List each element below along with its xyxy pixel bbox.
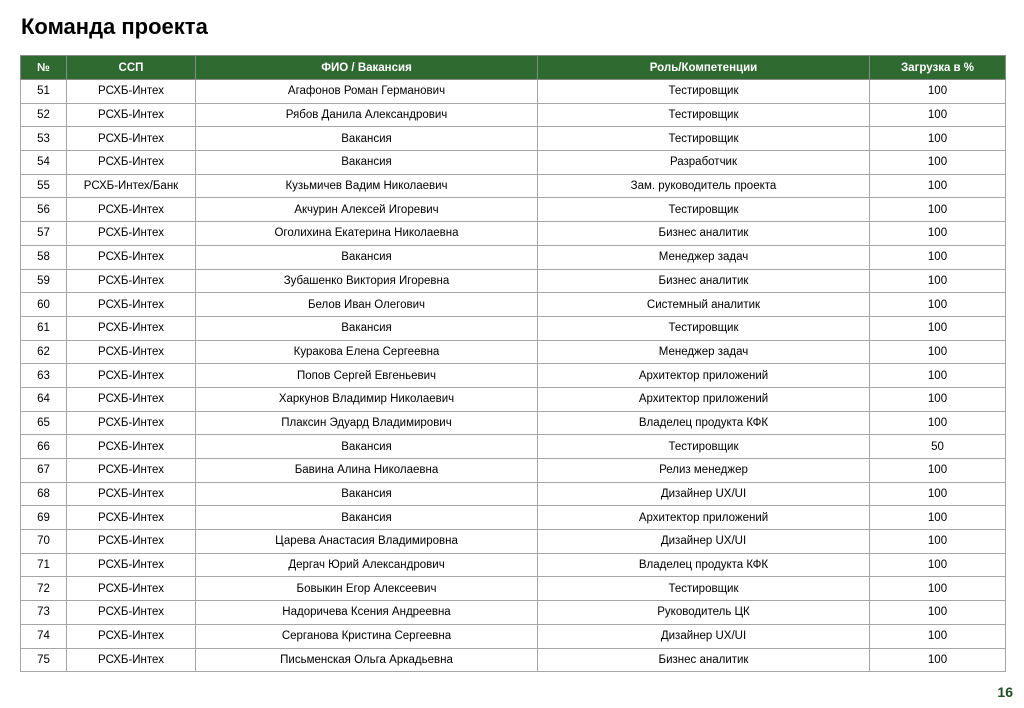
cell-name: Белов Иван Олегович <box>196 293 538 317</box>
cell-role: Архитектор приложений <box>538 364 870 388</box>
cell-name: Вакансия <box>196 506 538 530</box>
cell-role: Разработчик <box>538 151 870 175</box>
column-header-ssp: ССП <box>67 56 196 80</box>
cell-role: Тестировщик <box>538 103 870 127</box>
cell-role: Тестировщик <box>538 435 870 459</box>
cell-role: Владелец продукта КФК <box>538 411 870 435</box>
cell-ssp: РСХБ-Интех <box>67 151 196 175</box>
cell-load: 100 <box>870 387 1006 411</box>
table-body <box>21 80 1006 672</box>
table-row <box>21 411 1006 435</box>
cell-name: Вакансия <box>196 435 538 459</box>
cell-role: Менеджер задач <box>538 340 870 364</box>
cell-ssp: РСХБ-Интех <box>67 553 196 577</box>
table-row <box>21 80 1006 104</box>
table-row <box>21 530 1006 554</box>
cell-ssp: РСХБ-Интех <box>67 293 196 317</box>
cell-load: 100 <box>870 506 1006 530</box>
table-row <box>21 198 1006 222</box>
table-row <box>21 245 1006 269</box>
cell-ssp: РСХБ-Интех <box>67 245 196 269</box>
cell-number: 70 <box>21 530 67 554</box>
cell-number: 66 <box>21 435 67 459</box>
table-row <box>21 459 1006 483</box>
cell-ssp: РСХБ-Интех <box>67 411 196 435</box>
page-title: Команда проекта <box>21 14 208 39</box>
cell-number: 51 <box>21 80 67 104</box>
cell-load: 100 <box>870 553 1006 577</box>
cell-number: 65 <box>21 411 67 435</box>
cell-name: Попов Сергей Евгеньевич <box>196 364 538 388</box>
cell-name: Вакансия <box>196 151 538 175</box>
cell-ssp: РСХБ-Интех <box>67 316 196 340</box>
cell-name: Зубашенко Виктория Игоревна <box>196 269 538 293</box>
cell-name: Акчурин Алексей Игоревич <box>196 198 538 222</box>
cell-name: Харкунов Владимир Николаевич <box>196 387 538 411</box>
page-number: 16 <box>997 684 1013 700</box>
table-row <box>21 435 1006 459</box>
cell-ssp: РСХБ-Интех <box>67 624 196 648</box>
cell-number: 61 <box>21 316 67 340</box>
cell-ssp: РСХБ-Интех <box>67 364 196 388</box>
cell-load: 100 <box>870 293 1006 317</box>
cell-role: Руководитель ЦК <box>538 601 870 625</box>
team-table <box>20 55 1006 672</box>
cell-number: 57 <box>21 222 67 246</box>
cell-role: Дизайнер UX/UI <box>538 482 870 506</box>
cell-ssp: РСХБ-Интех <box>67 435 196 459</box>
cell-load: 100 <box>870 198 1006 222</box>
cell-number: 69 <box>21 506 67 530</box>
cell-role: Бизнес аналитик <box>538 648 870 672</box>
cell-role: Системный аналитик <box>538 293 870 317</box>
cell-ssp: РСХБ-Интех <box>67 387 196 411</box>
cell-ssp: РСХБ-Интех <box>67 601 196 625</box>
table-row <box>21 506 1006 530</box>
column-header-number: № <box>21 56 67 80</box>
cell-load: 100 <box>870 411 1006 435</box>
table-row <box>21 127 1006 151</box>
cell-role: Дизайнер UX/UI <box>538 624 870 648</box>
cell-role: Тестировщик <box>538 198 870 222</box>
cell-role: Менеджер задач <box>538 245 870 269</box>
cell-number: 53 <box>21 127 67 151</box>
cell-number: 62 <box>21 340 67 364</box>
cell-load: 100 <box>870 316 1006 340</box>
cell-role: Тестировщик <box>538 316 870 340</box>
cell-ssp: РСХБ-Интех <box>67 577 196 601</box>
table-row <box>21 103 1006 127</box>
column-header-load: Загрузка в % <box>870 56 1006 80</box>
table-row <box>21 174 1006 198</box>
cell-load: 100 <box>870 648 1006 672</box>
cell-number: 60 <box>21 293 67 317</box>
cell-load: 100 <box>870 151 1006 175</box>
table-row <box>21 553 1006 577</box>
column-header-name: ФИО / Вакансия <box>196 56 538 80</box>
table-header-row <box>21 56 1006 80</box>
cell-ssp: РСХБ-Интех <box>67 459 196 483</box>
cell-load: 100 <box>870 459 1006 483</box>
cell-number: 63 <box>21 364 67 388</box>
cell-name: Письменская Ольга Аркадьевна <box>196 648 538 672</box>
cell-role: Дизайнер UX/UI <box>538 530 870 554</box>
cell-name: Куракова Елена Сергеевна <box>196 340 538 364</box>
cell-name: Кузьмичев Вадим Николаевич <box>196 174 538 198</box>
cell-ssp: РСХБ-Интех/Банк <box>67 174 196 198</box>
cell-ssp: РСХБ-Интех <box>67 482 196 506</box>
cell-ssp: РСХБ-Интех <box>67 103 196 127</box>
cell-role: Архитектор приложений <box>538 506 870 530</box>
cell-number: 72 <box>21 577 67 601</box>
cell-number: 59 <box>21 269 67 293</box>
table-row <box>21 316 1006 340</box>
cell-role: Релиз менеджер <box>538 459 870 483</box>
cell-role: Владелец продукта КФК <box>538 553 870 577</box>
cell-role: Архитектор приложений <box>538 387 870 411</box>
cell-ssp: РСХБ-Интех <box>67 198 196 222</box>
cell-load: 100 <box>870 174 1006 198</box>
column-header-role: Роль/Компетенции <box>538 56 870 80</box>
cell-number: 52 <box>21 103 67 127</box>
cell-load: 50 <box>870 435 1006 459</box>
cell-role: Зам. руководитель проекта <box>538 174 870 198</box>
cell-name: Агафонов Роман Германович <box>196 80 538 104</box>
table-row <box>21 364 1006 388</box>
table-row <box>21 577 1006 601</box>
cell-role: Тестировщик <box>538 577 870 601</box>
cell-name: Оголихина Екатерина Николаевна <box>196 222 538 246</box>
cell-number: 55 <box>21 174 67 198</box>
cell-ssp: РСХБ-Интех <box>67 127 196 151</box>
cell-role: Бизнес аналитик <box>538 269 870 293</box>
cell-load: 100 <box>870 577 1006 601</box>
cell-number: 64 <box>21 387 67 411</box>
cell-load: 100 <box>870 364 1006 388</box>
table-row <box>21 482 1006 506</box>
cell-ssp: РСХБ-Интех <box>67 648 196 672</box>
cell-name: Серганова Кристина Сергеевна <box>196 624 538 648</box>
cell-ssp: РСХБ-Интех <box>67 269 196 293</box>
cell-name: Царева Анастасия Владимировна <box>196 530 538 554</box>
cell-load: 100 <box>870 127 1006 151</box>
cell-name: Бавина Алина Николаевна <box>196 459 538 483</box>
cell-load: 100 <box>870 103 1006 127</box>
table-row <box>21 151 1006 175</box>
cell-number: 71 <box>21 553 67 577</box>
cell-load: 100 <box>870 482 1006 506</box>
cell-number: 54 <box>21 151 67 175</box>
cell-number: 68 <box>21 482 67 506</box>
cell-name: Дергач Юрий Александрович <box>196 553 538 577</box>
cell-load: 100 <box>870 269 1006 293</box>
table-row <box>21 624 1006 648</box>
cell-load: 100 <box>870 222 1006 246</box>
table-row <box>21 340 1006 364</box>
cell-name: Надоричева Ксения Андреевна <box>196 601 538 625</box>
table-row <box>21 387 1006 411</box>
cell-load: 100 <box>870 245 1006 269</box>
cell-number: 58 <box>21 245 67 269</box>
cell-load: 100 <box>870 624 1006 648</box>
table-row <box>21 293 1006 317</box>
cell-number: 74 <box>21 624 67 648</box>
cell-number: 67 <box>21 459 67 483</box>
cell-name: Вакансия <box>196 127 538 151</box>
cell-name: Рябов Данила Александрович <box>196 103 538 127</box>
cell-name: Плаксин Эдуард Владимирович <box>196 411 538 435</box>
cell-name: Бовыкин Егор Алексеевич <box>196 577 538 601</box>
table-row <box>21 648 1006 672</box>
cell-name: Вакансия <box>196 245 538 269</box>
cell-ssp: РСХБ-Интех <box>67 506 196 530</box>
cell-name: Вакансия <box>196 482 538 506</box>
cell-ssp: РСХБ-Интех <box>67 222 196 246</box>
cell-ssp: РСХБ-Интех <box>67 80 196 104</box>
cell-role: Бизнес аналитик <box>538 222 870 246</box>
cell-load: 100 <box>870 601 1006 625</box>
cell-name: Вакансия <box>196 316 538 340</box>
cell-role: Тестировщик <box>538 127 870 151</box>
cell-number: 56 <box>21 198 67 222</box>
table-row <box>21 222 1006 246</box>
cell-load: 100 <box>870 530 1006 554</box>
table-row <box>21 269 1006 293</box>
cell-ssp: РСХБ-Интех <box>67 340 196 364</box>
cell-load: 100 <box>870 340 1006 364</box>
cell-role: Тестировщик <box>538 80 870 104</box>
cell-load: 100 <box>870 80 1006 104</box>
cell-ssp: РСХБ-Интех <box>67 530 196 554</box>
cell-number: 73 <box>21 601 67 625</box>
table-row <box>21 601 1006 625</box>
cell-number: 75 <box>21 648 67 672</box>
